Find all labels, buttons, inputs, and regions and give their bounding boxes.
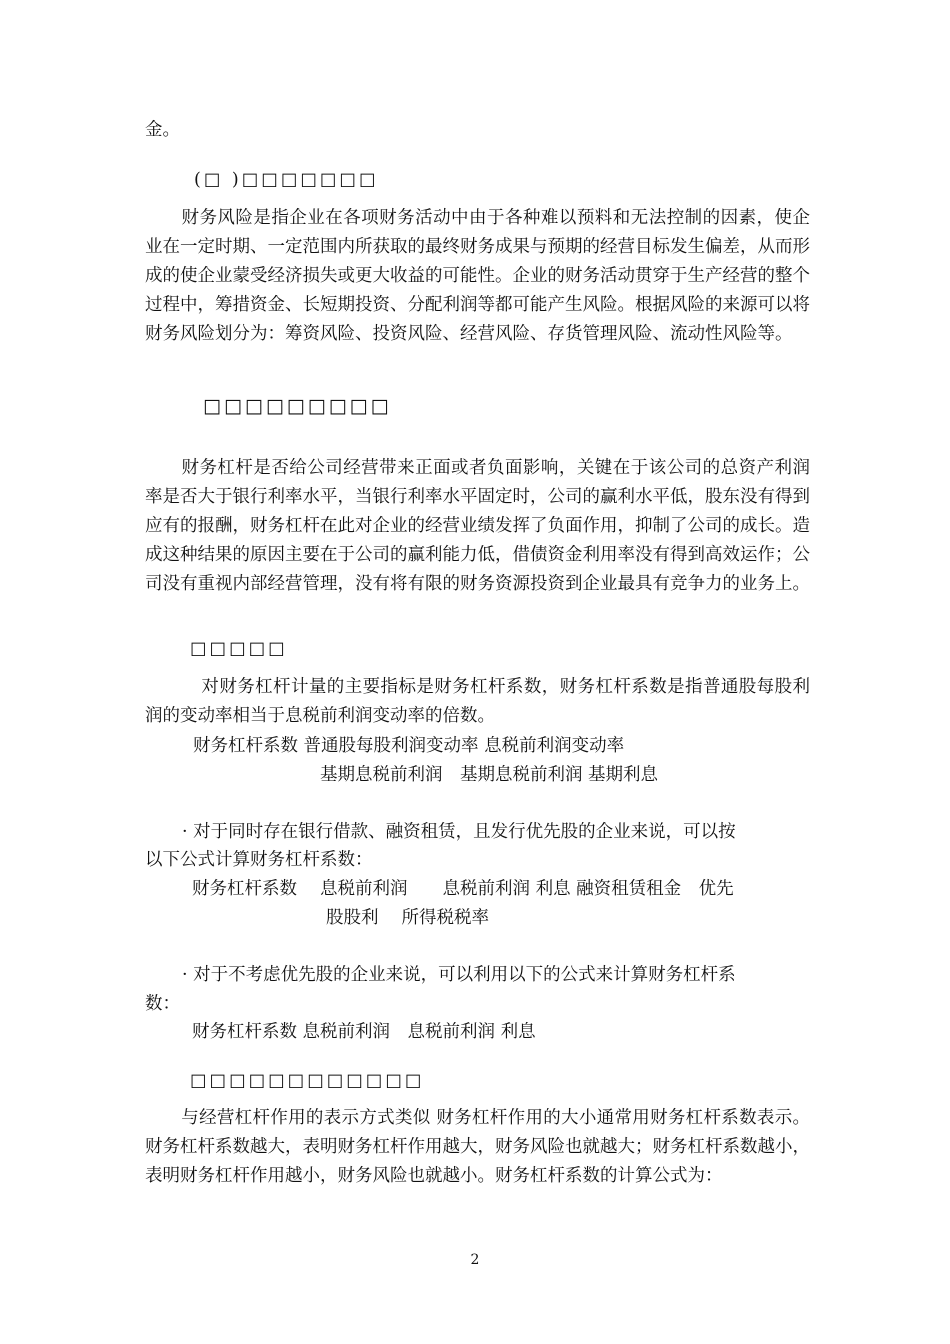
formula-1-line-2: 基期息税前利润 基期息税前利润 基期利息 — [320, 765, 659, 785]
paragraph-financial-leverage — [145, 454, 810, 599]
section-heading-1: (□ )□□□□□□□ — [194, 170, 379, 190]
paragraph-financial-risk-text: 财务风险是指企业在各项财务活动中由于各种难以预料和无法控制的因素，使企业在一定时期、一定范围内所获取的最终财务成果与预期的经营目标发生偏差，从而形成的使企业蒙受经济损失或更大收益的可能性。企业的财务活动贯穿于生产经营的整个过程中，筹措资金、长短期投资、分配利润等都可能产生风险。根据风险的来源可以将财务风险划分为：筹资风险、投资风险、经营风险、存货管理风险、流动性风险等。 — [145, 208, 810, 344]
formula-3: 财务杠杆系数 息税前利润 息税前利润 利息 — [192, 1022, 536, 1042]
paragraph-leverage-effect — [145, 1104, 810, 1191]
bullet-1-line-2: 以下公式计算财务杠杆系数： — [145, 850, 373, 870]
paragraph-measurement-text: 对财务杠杆计量的主要指标是财务杠杆系数，财务杠杆系数是指普通股每股利润的变动率相当于息税前利润变动率的倍数。 — [145, 677, 810, 726]
paragraph-measurement — [145, 673, 810, 731]
paragraph-financial-leverage-text: 财务杠杆是否给公司经营带来正面或者负面影响，关键在于该公司的总资产利润率是否大于银行利率水平，当银行利率水平固定时，公司的赢利水平低，股东没有得到应有的报酬，财务杠杆在此对企业的经营业绩发挥了负面作用，抑制了公司的成长。造成这种结果的原因主要在于公司的赢利能力低，借债资金利用率没有得到高效运作；公司没有重视内部经营管理，没有将有限的财务资源投资到企业最具有竞争力的业务上。 — [145, 458, 810, 594]
section-heading-4: □□□□□□□□□□□□ — [190, 1071, 425, 1091]
section-heading-3: □□□□□ — [190, 639, 288, 659]
top-fragment: 金。 — [145, 120, 180, 140]
bullet-2-line-1: · 对于不考虑优先股的企业来说，可以利用以下的公式来计算财务杠杆系 — [182, 965, 736, 985]
bullet-1-line-1: · 对于同时存在银行借款、融资租赁，且发行优先股的企业来说，可以按 — [182, 822, 736, 842]
bullet-2-line-2: 数： — [145, 994, 180, 1014]
formula-2-line-2: 股股利 所得税税率 — [326, 908, 490, 928]
paragraph-financial-risk — [145, 204, 810, 349]
paragraph-leverage-effect-text: 与经营杠杆作用的表示方式类似 财务杠杆作用的大小通常用财务杠杆系数表示。财务杠杆系数越大，表明财务杠杆作用越大，财务风险也就越大；财务杠杆系数越小，表明财务杠杆作用越小，财务风险也就越小。财务杠杆系数的计算公式为： — [145, 1108, 810, 1186]
formula-2-line-1: 财务杠杆系数 息税前利润 息税前利润 利息 融资租赁租金 优先 — [192, 879, 734, 899]
page-number: 2 — [470, 1252, 480, 1268]
section-heading-2: □□□□□□□□□ — [203, 395, 392, 417]
formula-1-line-1: 财务杠杆系数 普通股每股利润变动率 息税前利润变动率 — [193, 736, 625, 756]
